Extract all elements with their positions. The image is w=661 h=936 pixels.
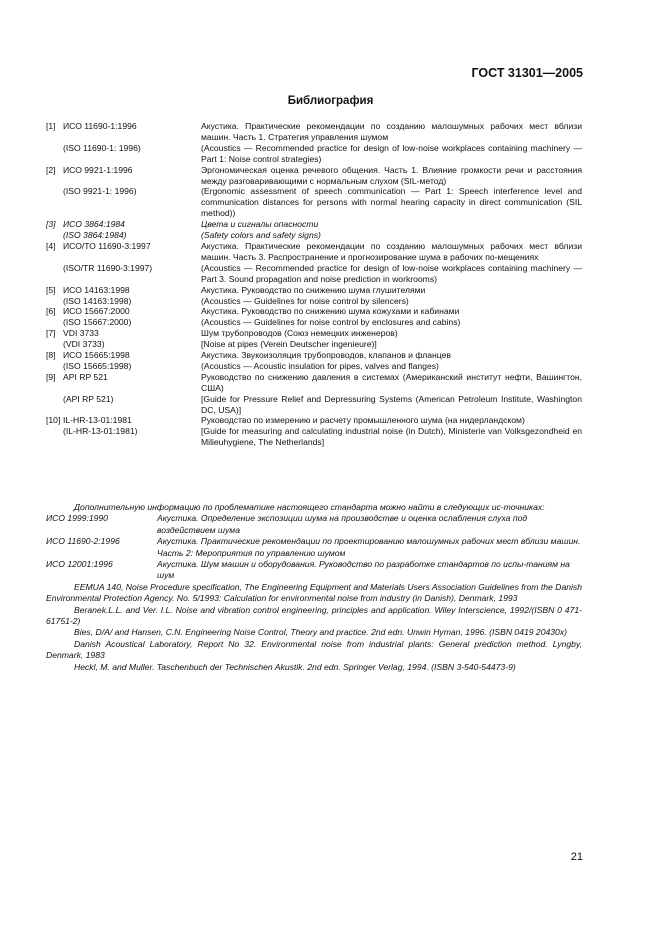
bibliography-entry [46, 263, 582, 285]
bibliography-entry [46, 317, 582, 328]
source-entry: Danish Acoustical Laboratory, Report No 32. Environmental noise from industrial plants: General prediction method. Lyngby, Denmark, 1983 [46, 638, 582, 661]
bibliography-entry [46, 306, 582, 317]
entry-title: Эргономическая оценка речевого общения. Часть 1. Влияние громкости речи и расстояния между разговаривающими с нормальным слухом (SIL-метод) [201, 164, 582, 186]
entry-title: (Acoustics — Acoustic insulation for pipes, valves and flanges) [201, 360, 439, 371]
entry-number: [6] [46, 306, 56, 317]
entry-reference: (ISO 15667:2000) [63, 317, 132, 328]
entry-title: (Ergonomic assessment of speech communication — Part 1: Speech interference level and communication distances for persons with normal hearing capacity in direct communication (SIL method)) [201, 186, 582, 219]
entry-reference: (ISO 3864:1984) [63, 230, 127, 241]
source-entry: Heckl, M. and Muller. Taschenbuch der Technischen Akustik. 2nd edn. Springer Verlag, 1994. (ISBN 3-540-54473-9) [74, 661, 516, 672]
page-number: 21 [570, 851, 583, 863]
entry-reference: (IL-HR-13-01:1981) [63, 426, 138, 437]
additional-standard [46, 513, 582, 536]
entry-title: (Safety colors and safety signs) [201, 230, 321, 241]
entry-reference: API RP 521 [63, 371, 108, 382]
entry-number [46, 143, 63, 165]
entry-title: Акустика. Руководство по снижению шума глушителями [201, 284, 426, 295]
source-entry: EEMUA 140, Noise Procedure specification, The Engineering Equipment and Materials Users Association Guidelines from the Danish Environmental Protection Agency. No. 5/1993: Calculation for environmental noise from industry (in Danish), Denmark, 1993 [46, 581, 582, 604]
bibliography-entry [46, 230, 582, 241]
bibliography-entry [46, 372, 582, 394]
standard-title: Акустика. Шум машин и оборудования. Руководство по разработке стандартов по испы-таниям на шум [157, 559, 570, 581]
entry-title: (Acoustics — Guidelines for noise control by enclosures and cabins) [201, 317, 461, 328]
entry-title: [Noise at pipes (Verein Deutscher ingenieure)] [201, 339, 377, 350]
bibliography-entry [46, 285, 582, 296]
entry-number [46, 394, 63, 416]
bibliography-entry [46, 165, 582, 187]
entry-reference: (ISO 15665:1998) [63, 360, 132, 371]
entry-title: (Acoustics — Recommended practice for design of low-noise workplaces containing machinery — Part 3. Sound propagation and noise prediction in workrooms) [201, 262, 582, 284]
entry-number: [3] [46, 219, 56, 230]
bibliography-entry [46, 121, 582, 143]
entry-number: [10] [46, 415, 61, 426]
standard-header: ГОСТ 31301—2005 [471, 66, 583, 80]
entry-reference: (ISO 11690-1: 1996) [63, 142, 141, 153]
entry-title: Акустика. Практические рекомендации по созданию малошумных рабочих мест вблизи машин. Часть 3. Распространение и прогнозирование шума в рабочих по-мещениях [201, 240, 582, 262]
entry-title: Руководство по снижению давления в системах (Американский институт нефти, Вашингтон, США) [201, 371, 582, 393]
entry-reference: ИСО 3864:1984 [63, 219, 125, 230]
entry-number [46, 426, 63, 448]
entry-reference: (VDI 3733) [63, 339, 105, 350]
standard-reference: ИСО 11690-2:1996 [46, 536, 120, 547]
entry-reference: ИСО 9921-1:1996 [63, 164, 133, 175]
entry-reference: ИСО 15667:2000 [63, 306, 130, 317]
bibliography-entry [46, 219, 582, 230]
entry-number [46, 339, 63, 350]
bibliography-list [46, 121, 582, 448]
entry-title: [Guide for Pressure Relief and Depressuring Systems (American Petroleum Institute, Washington DC, USA)] [201, 393, 582, 415]
entry-reference: (ISO 9921-1: 1996) [63, 186, 137, 197]
entry-number: [4] [46, 240, 56, 251]
bibliography-entry [46, 241, 582, 263]
additional-sources [46, 502, 582, 673]
entry-number [46, 317, 63, 328]
entry-reference: ИСО 14163:1998 [63, 284, 130, 295]
entry-reference: VDI 3733 [63, 328, 99, 339]
bibliography-entry [46, 350, 582, 361]
bibliography-entry [46, 143, 582, 165]
additional-standard [46, 536, 582, 559]
standard-title: Акустика. Практические рекомендации по проектированию малошумных рабочих мест вблизи машин. Часть 2: Мероприятия по управлению шумом [157, 536, 581, 558]
standard-reference: ИСО 1999:1990 [46, 513, 108, 524]
additional-standard [46, 559, 582, 582]
page-title: Библиография [287, 95, 374, 107]
entry-title: Шум трубопроводов (Союз немецких инженеров) [201, 328, 398, 339]
additional-sources-list [46, 582, 582, 673]
bibliography-entry [46, 328, 582, 339]
entry-number [46, 361, 63, 372]
entry-reference: (ISO 14163:1998) [63, 295, 132, 306]
entry-title: (Acoustics — Guidelines for noise control by silencers) [201, 295, 409, 306]
entry-reference: (ISO/TR 11690-3:1997) [63, 262, 153, 273]
additional-intro: Дополнительную информацию по проблематике настоящего стандарта можно найти в следующих ис-точниках: [74, 502, 545, 512]
entry-number: [9] [46, 371, 56, 382]
entry-number: [8] [46, 350, 56, 361]
entry-number [46, 230, 63, 241]
entry-number: [1] [46, 121, 56, 131]
entry-title: [Guide for measuring and calculating industrial noise (in Dutch), Ministerie van Volksgezondheid en Milieuhygiene, The Netherlands] [201, 426, 582, 448]
entry-reference: IL-HR-13-01:1981 [63, 415, 132, 426]
additional-standards-list [46, 513, 582, 581]
bibliography-entry [46, 394, 582, 416]
entry-title: Цвета и сигналы опасности [201, 219, 319, 230]
entry-title: (Acoustics — Recommended practice for design of low-noise workplaces containing machinery — Part 1: Noise control strategies) [201, 142, 582, 164]
entry-number: [2] [46, 164, 56, 175]
entry-title: Акустика. Практические рекомендации по созданию малошумных рабочих мест вблизи машин. Часть 1. Стратегия управления шумом [201, 121, 582, 142]
entry-title: Акустика. Звукоизоляция трубопроводов, клапанов и фланцев [201, 350, 451, 361]
entry-title: Руководство по измерению и расчету промышленного шума (на нидерландском) [201, 415, 525, 426]
source-entry: Bies, D/A/ and Hansen, C.N. Engineering Noise Control, Theory and practice. 2nd edn. Unwin Hyman, 1996. (ISBN 0419 20430x) [74, 627, 567, 638]
entry-title: Акустика. Руководство по снижению шума кожухами и кабинами [201, 306, 460, 317]
entry-reference: ИСО 11690-1:1996 [63, 121, 137, 131]
entry-number: [7] [46, 328, 56, 339]
entry-number [46, 263, 63, 285]
entry-reference: ИСО/ТО 11690-3:1997 [63, 240, 151, 251]
bibliography-entry [46, 361, 582, 372]
source-entry: Beranek.L.L. and Ver. I.L. Noise and vibration control engineering, principles and application. Wiley Interscience, 1992/(ISBN 0 471-61751-2) [46, 604, 582, 627]
bibliography-entry [46, 426, 582, 448]
standard-reference: ИСО 12001:1996 [46, 559, 113, 570]
entry-reference: ИСО 15665:1998 [63, 350, 130, 361]
bibliography-entry [46, 415, 582, 426]
bibliography-entry [46, 186, 582, 219]
entry-number: [5] [46, 284, 56, 295]
entry-reference: (API RP 521) [63, 393, 114, 404]
entry-number [46, 296, 63, 307]
bibliography-entry [46, 296, 582, 307]
bibliography-entry [46, 339, 582, 350]
entry-number [46, 186, 63, 219]
standard-title: Акустика. Определение экспозиции шума на производстве и оценка ослабления слуха под воздействием шума [157, 513, 528, 535]
